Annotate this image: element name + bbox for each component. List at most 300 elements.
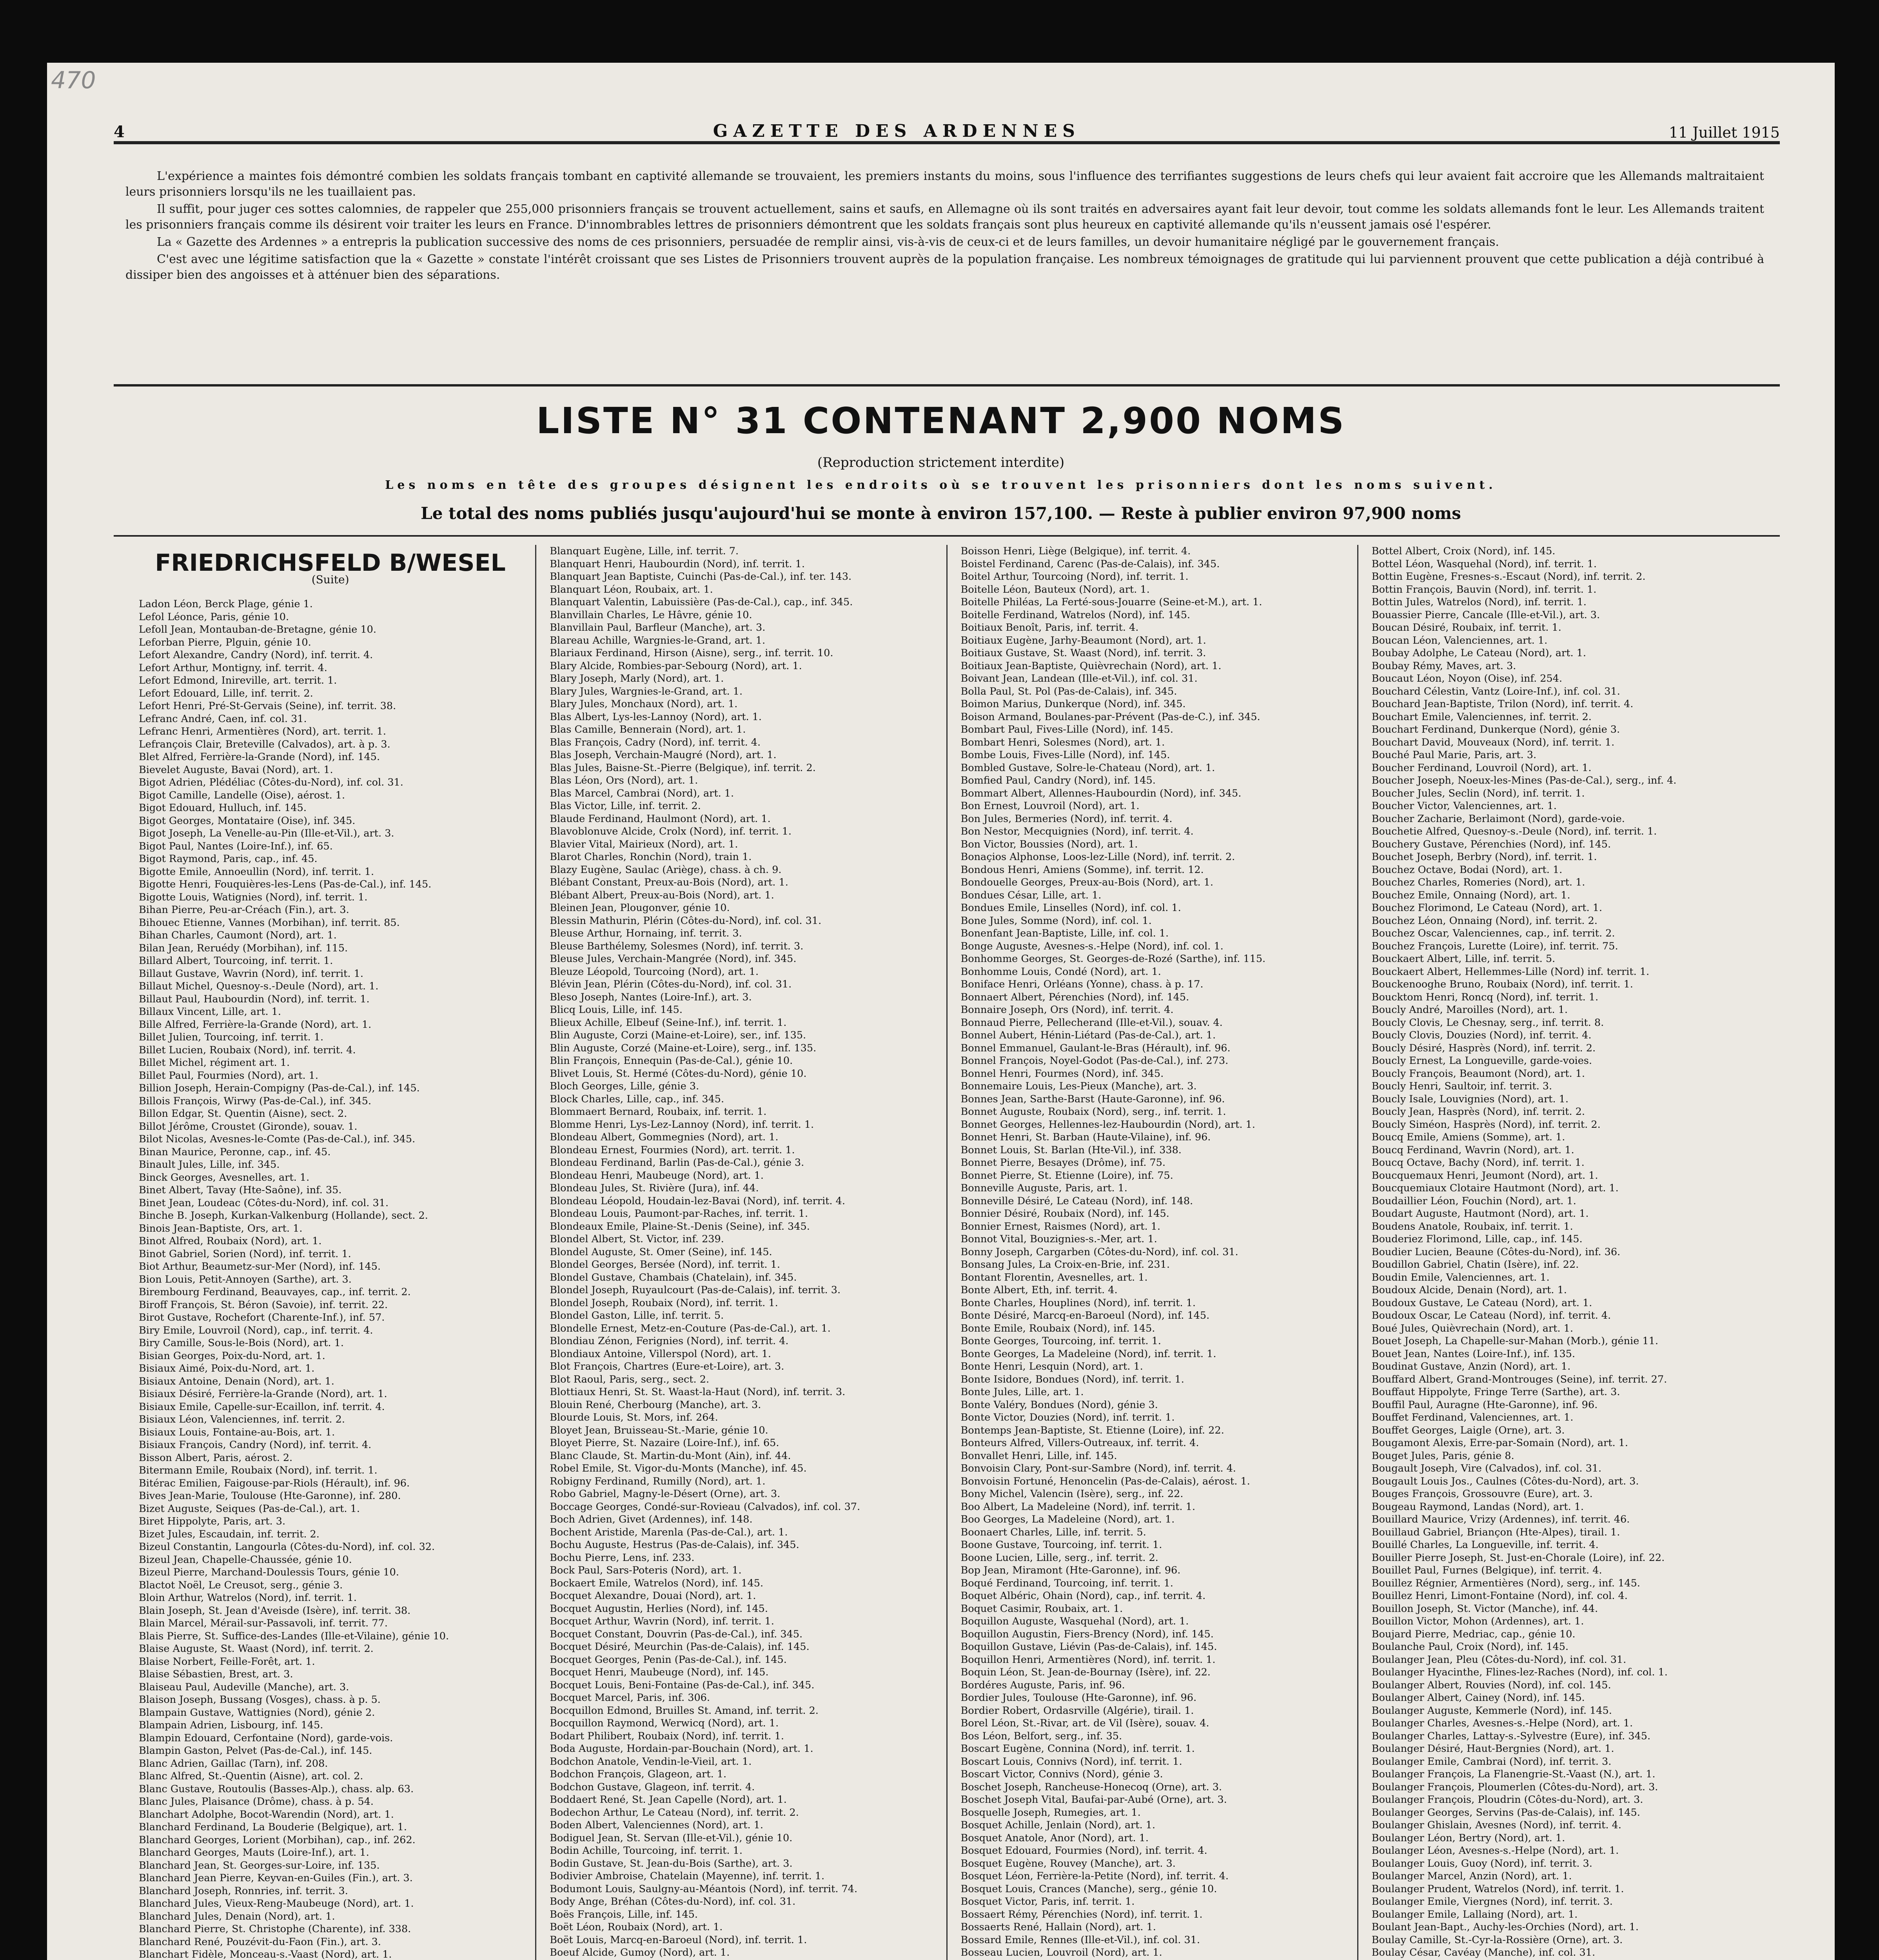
prisoner-entry: Bombe Louis, Fives-Lille (Nord), inf. 145. bbox=[960, 749, 1170, 761]
prisoner-entry: Bisiaux Désiré, Ferrière-la-Grande (Nord), art. 1. bbox=[139, 1388, 387, 1400]
prisoner-entry: Blazy Eugène, Saulac (Ariège), chass. à ch. 9. bbox=[550, 864, 782, 876]
prisoner-entry: Boudens Anatole, Roubaix, inf. territ. 1. bbox=[1371, 1220, 1573, 1232]
names-column bbox=[125, 545, 536, 1960]
prisoner-entry: Blanc Alfred, St.-Quentin (Aisne), art. col. 2. bbox=[139, 1770, 363, 1782]
prisoner-entry: Robo Gabriel, Magny-le-Désert (Orne), art. 3. bbox=[550, 1488, 781, 1500]
prisoner-entry: Boitiaux Gustave, St. Waast (Nord), inf. territ. 3. bbox=[960, 647, 1206, 659]
prisoner-entry: Bouché Paul Marie, Paris, art. 3. bbox=[1371, 749, 1537, 761]
prisoner-entry: Blanc Claude, St. Martin-du-Mont (Ain), inf. 44. bbox=[550, 1450, 791, 1462]
prisoner-entry: Bouillet Paul, Furnes (Belgique), inf. territ. 4. bbox=[1371, 1564, 1602, 1576]
prisoner-entry: Bigot Edouard, Hulluch, inf. 145. bbox=[139, 802, 307, 814]
prisoner-entry: Robigny Ferdinand, Rumilly (Nord), art. 1. bbox=[550, 1475, 766, 1487]
prisoner-entry: Blanchard Jean Pierre, Keyvan-en-Guiles (Fin.), art. 3. bbox=[139, 1872, 413, 1884]
prisoner-entry: Boulant Jean-Bapt., Auchy-les-Orchies (Nord), art. 1. bbox=[1371, 1921, 1639, 1933]
prisoner-entry: Bonte Georges, Tourcoing, inf. territ. 1. bbox=[960, 1335, 1161, 1347]
prisoner-entry: Blet Alfred, Ferrière-la-Grande (Nord), inf. 145. bbox=[139, 751, 380, 763]
prisoner-entry: Bouckaert Albert, Lille, inf. territ. 5. bbox=[1371, 953, 1556, 965]
prisoner-entry: Binot Alfred, Roubaix (Nord), art. 1. bbox=[139, 1235, 322, 1247]
prisoner-entry: Binche B. Joseph, Kurkan-Valkenburg (Hollande), sect. 2. bbox=[139, 1210, 428, 1221]
prisoner-entry: Boucan Désiré, Roubaix, inf. territ. 1. bbox=[1371, 622, 1561, 633]
prisoner-entry: Bleuse Barthélemy, Solesmes (Nord), inf. territ. 3. bbox=[550, 940, 804, 952]
prisoner-entry: Blaise Sébastien, Brest, art. 3. bbox=[139, 1668, 293, 1680]
prisoner-entry: Boonaert Charles, Lille, inf. territ. 5. bbox=[960, 1526, 1146, 1538]
issue-date: 11 Juillet 1915 bbox=[1668, 124, 1780, 141]
prisoner-entry: Bonnet Pierre, St. Etienne (Loire), inf. 75. bbox=[960, 1169, 1173, 1181]
prisoner-entry: Blanchart Fidèle, Monceau-s.-Vaast (Nord), art. 1. bbox=[139, 1949, 392, 1960]
prisoner-entry: Boucher Zacharie, Berlaimont (Nord), garde-voie. bbox=[1371, 813, 1625, 825]
prisoner-entry: Blondelle Ernest, Metz-en-Couture (Pas-de-Cal.), art. 1. bbox=[550, 1322, 831, 1334]
prisoner-entry: Bockaert Emile, Watrelos (Nord), inf. 145. bbox=[550, 1577, 764, 1589]
prisoner-entry: Blondel Georges, Bersée (Nord), inf. territ. 1. bbox=[550, 1259, 780, 1270]
prisoner-entry: Bloin Arthur, Watrelos (Nord), inf. territ. 1. bbox=[139, 1592, 357, 1604]
prisoner-entry: Boucq Ferdinand, Wavrin (Nord), art. 1. bbox=[1371, 1144, 1574, 1156]
prisoner-entry: Bordéres Auguste, Paris, inf. 96. bbox=[960, 1679, 1125, 1691]
prisoner-entry: Blanchard Georges, Lorient (Morbihan), cap., inf. 262. bbox=[139, 1834, 416, 1846]
prisoner-entry: Bouillon Joseph, St. Victor (Manche), inf. 44. bbox=[1371, 1602, 1598, 1615]
prisoner-entry: Boniface Henri, Orléans (Yonne), chass. à p. 17. bbox=[960, 978, 1204, 990]
column-entries bbox=[1372, 545, 1755, 1960]
prisoner-entry: Bouchard Jean-Baptiste, Trilon (Nord), inf. territ. 4. bbox=[1371, 698, 1634, 710]
prisoner-entry: Blondeau Jules, St. Rivière (Jura), inf. 44. bbox=[550, 1182, 759, 1194]
prisoner-entry: Bouiller Pierre Joseph, St. Just-en-Chorale (Loire), inf. 22. bbox=[1371, 1552, 1665, 1564]
prisoner-entry: Bloch Georges, Lille, génie 3. bbox=[550, 1080, 699, 1092]
prisoner-entry: Boquet Casimir, Roubaix, art. 1. bbox=[960, 1602, 1123, 1615]
prisoner-entry: Bon Victor, Boussies (Nord), art. 1. bbox=[960, 838, 1138, 850]
prisoner-entry: Boquillon Augustin, Fiers-Brency (Nord), inf. 145. bbox=[960, 1628, 1214, 1640]
prisoner-entry: Bodiguel Jean, St. Servan (Ille-et-Vil.), génie 10. bbox=[550, 1832, 793, 1844]
prisoner-entry: Bosquet Eugène, Rouvey (Manche), art. 3. bbox=[960, 1857, 1176, 1869]
total-names: Le total des noms publiés jusqu'aujourd'hui se monte à environ 157,100. — Reste à publier environ 97,900 noms bbox=[421, 504, 1461, 523]
prisoner-entry: Bouchez Octave, Bodai (Nord), art. 1. bbox=[1371, 864, 1563, 876]
prisoner-entry: Bisiaux Louis, Fontaine-au-Bois, art. 1. bbox=[139, 1426, 335, 1438]
prisoner-entry: Bocquet Marcel, Paris, inf. 306. bbox=[550, 1692, 710, 1704]
prisoner-entry: Binault Jules, Lille, inf. 345. bbox=[139, 1159, 280, 1171]
prisoner-entry: Bonnaert Albert, Pérenchies (Nord), inf. 145. bbox=[960, 991, 1189, 1003]
page-number: 4 bbox=[114, 123, 125, 141]
prisoner-entry: Boivant Jean, Landean (Ille-et-Vil.), inf. col. 31. bbox=[960, 673, 1198, 684]
prisoner-entry: Blieux Achille, Elbeuf (Seine-Inf.), inf. territ. 1. bbox=[550, 1016, 787, 1029]
prisoner-entry: Boujard Pierre, Medriac, cap., génie 10. bbox=[1371, 1628, 1576, 1640]
prisoner-entry: Boch Adrien, Givet (Ardennes), inf. 148. bbox=[550, 1514, 753, 1525]
prisoner-entry: Billet Paul, Fourmies (Nord), art. 1. bbox=[139, 1069, 319, 1082]
prisoner-entry: Blanquart Eugène, Lille, inf. territ. 7. bbox=[550, 545, 739, 557]
prisoner-entry: Bizeul Pierre, Marchand-Doulessis Tours, génie 10. bbox=[139, 1566, 399, 1578]
prisoner-entry: Boquillon Auguste, Wasquehal (Nord), art. 1. bbox=[960, 1615, 1189, 1627]
prisoner-entry: Bosquet Victor, Paris, inf. territ. 1. bbox=[960, 1896, 1135, 1907]
prisoner-entry: Bocquillon Raymond, Werwicq (Nord), art. 1. bbox=[550, 1717, 779, 1729]
prisoner-entry: Boulanger Désiré, Haut-Bergnies (Nord), art. 1. bbox=[1371, 1743, 1614, 1755]
prisoner-entry: Boistel Ferdinand, Carenc (Pas-de-Calais), inf. 345. bbox=[960, 558, 1220, 570]
prisoner-entry: Blaiseau Paul, Audeville (Manche), art. 3. bbox=[139, 1681, 349, 1693]
prisoner-entry: Bomfied Paul, Candry (Nord), inf. 145. bbox=[960, 775, 1156, 786]
prisoner-entry: Boucly André, Maroilles (Nord), art. 1. bbox=[1371, 1004, 1568, 1016]
prisoner-entry: Boitelle Ferdinand, Watrelos (Nord), inf. 145. bbox=[960, 609, 1191, 621]
prisoner-entry: Bodchon François, Glageon, art. 1. bbox=[550, 1768, 727, 1780]
prisoner-entry: Bonvoisin Fortuné, Henoncelin (Pas-de-Calais), aérost. 1. bbox=[960, 1475, 1250, 1487]
prisoner-entry: Lefol Léonce, Paris, génie 10. bbox=[139, 611, 289, 623]
prisoner-entry: Boden Albert, Valenciennes (Nord), art. 1. bbox=[550, 1819, 763, 1831]
prisoner-entry: Blanc Gustave, Routoulis (Basses-Alp.), chass. alp. 63. bbox=[139, 1783, 414, 1795]
prisoner-entry: Bouet Joseph, La Chapelle-sur-Mahan (Morb.), génie 11. bbox=[1371, 1335, 1658, 1347]
prisoner-entry: Bolla Paul, St. Pol (Pas-de-Calais), inf. 345. bbox=[960, 685, 1177, 697]
prisoner-entry: Bonnet Henri, St. Barban (Haute-Vilaine), inf. 96. bbox=[960, 1131, 1211, 1143]
prisoner-entry: Boës François, Lille, inf. 145. bbox=[550, 1908, 698, 1920]
divider bbox=[114, 535, 1780, 537]
prisoner-entry: Blondeau Albert, Gommegnies (Nord), art. 1. bbox=[550, 1131, 779, 1143]
prisoner-entry: Bizet Jules, Escaudain, inf. territ. 2. bbox=[139, 1528, 320, 1540]
prisoner-entry: Bouffaut Hippolyte, Fringe Terre (Sarthe), art. 3. bbox=[1371, 1386, 1620, 1398]
prisoner-entry: Blariaux Ferdinand, Hirson (Aisne), serg., inf. territ. 10. bbox=[550, 647, 833, 659]
prisoner-entry: Bocquillon Edmond, Bruilles St. Amand, inf. territ. 2. bbox=[550, 1704, 819, 1717]
newspaper-header bbox=[114, 118, 1780, 144]
prisoner-entry: Blarot Charles, Ronchin (Nord), train 1. bbox=[550, 851, 752, 863]
prisoner-entry: Binet Jean, Loudeac (Côtes-du-Nord), inf. col. 31. bbox=[139, 1197, 389, 1209]
prisoner-entry: Billot Jérôme, Croustet (Gironde), souav. 1. bbox=[139, 1120, 358, 1132]
prisoner-entry: Blas Jules, Baisne-St.-Pierre (Belgique), inf. territ. 2. bbox=[550, 762, 816, 774]
prisoner-entry: Binois Jean-Baptiste, Ors, art. 1. bbox=[139, 1222, 303, 1234]
prisoner-entry: Bisian Georges, Poix-du-Nord, art. 1. bbox=[139, 1350, 325, 1362]
prisoner-entry: Bleuze Léopold, Tourcoing (Nord), art. 1. bbox=[550, 965, 759, 978]
prisoner-entry: Bonnier Désiré, Roubaix (Nord), inf. 145. bbox=[960, 1208, 1169, 1220]
prisoner-entry: Bonnot Vital, Bouzignies-s.-Mer, art. 1. bbox=[960, 1233, 1157, 1245]
prisoner-entry: Bodumont Louis, Saulgny-au-Méantois (Nord), inf. territ. 74. bbox=[550, 1883, 858, 1895]
prisoner-entry: Boqué Ferdinand, Tourcoing, inf. territ. 1. bbox=[960, 1577, 1173, 1589]
prisoner-entry: Blas Joseph, Verchain-Maugré (Nord), art. 1. bbox=[550, 749, 777, 761]
prisoner-entry: Boudier Lucien, Beaune (Côtes-du-Nord), inf. 36. bbox=[1371, 1246, 1621, 1258]
prisoner-entry: Bigot Adrien, Plédéliac (Côtes-du-Nord), inf. col. 31. bbox=[139, 777, 403, 788]
prisoner-entry: Bombled Gustave, Solre-le-Chateau (Nord), art. 1. bbox=[960, 762, 1215, 774]
prisoner-entry: Bocquet Georges, Penin (Pas-de-Cal.), inf. 145. bbox=[550, 1653, 787, 1666]
prisoner-entry: Blanquart Léon, Roubaix, art. 1. bbox=[550, 583, 713, 595]
prisoner-entry: Bottel Albert, Croix (Nord), inf. 145. bbox=[1371, 545, 1556, 557]
prisoner-entry: Billois François, Wirwy (Pas-de-Cal.), inf. 345. bbox=[139, 1095, 372, 1107]
prisoner-entry: Bonaçios Alphonse, Loos-lez-Lille (Nord), inf. territ. 2. bbox=[960, 851, 1235, 863]
prisoner-entry: Bonnel Aubert, Hénin-Liétard (Pas-de-Cal.), art. 1. bbox=[960, 1029, 1216, 1041]
prisoner-entry: Boucquemaux Henri, Jeumont (Nord), art. 1. bbox=[1371, 1169, 1598, 1181]
prisoner-entry: Blampain Gustave, Wattignies (Nord), génie 2. bbox=[139, 1706, 375, 1719]
prisoner-entry: Boulanger Hyacinthe, Flines-lez-Raches (Nord), inf. col. 1. bbox=[1371, 1666, 1668, 1678]
prisoner-entry: Bodchon Gustave, Glageon, inf. territ. 4. bbox=[550, 1781, 755, 1793]
prisoner-entry: Boscart Victor, Connivs (Nord), génie 3. bbox=[960, 1768, 1163, 1780]
prisoner-entry: Bouges François, Grossouvre (Eure), art. 3. bbox=[1371, 1488, 1593, 1500]
prisoner-entry: Bouffard Albert, Grand-Montrouges (Seine), inf. territ. 27. bbox=[1371, 1373, 1667, 1385]
prisoner-entry: Bonnaire Joseph, Ors (Nord), inf. territ. 4. bbox=[960, 1004, 1174, 1016]
newspaper-page bbox=[47, 63, 1835, 1960]
prisoner-entry: Boquillon Gustave, Liévin (Pas-de-Calais), inf. 145. bbox=[960, 1641, 1217, 1653]
prisoner-entry: Blin François, Ennequin (Pas-de-Cal.), génie 10. bbox=[550, 1055, 793, 1067]
prisoner-entry: Blicq Louis, Lille, inf. 145. bbox=[550, 1004, 683, 1016]
prisoner-entry: Bonnet Georges, Hellennes-lez-Haubourdin (Nord), art. 1. bbox=[960, 1118, 1255, 1131]
prisoner-entry: Blanvillain Paul, Barfleur (Manche), art. 3. bbox=[550, 622, 766, 633]
prisoner-entry: Bocquet Augustin, Herlies (Nord), inf. 145. bbox=[550, 1602, 768, 1615]
prisoner-entry: Bisiaux François, Candry (Nord), inf. territ. 4. bbox=[139, 1439, 372, 1451]
prisoner-entry: Bouchard Célestin, Vantz (Loire-Inf.), inf. col. 31. bbox=[1371, 685, 1620, 697]
intro-text bbox=[125, 169, 1764, 372]
prisoner-entry: Boët Léon, Roubaix (Nord), art. 1. bbox=[550, 1921, 723, 1933]
intro-paragraph: C'est avec une légitime satisfaction que la « Gazette » constate l'intérêt croissant que ses Listes de Prisonniers trouvent auprès de la population française. Les nombreux témoignages de gratitude qui lui parviennent prouvent que cette publication a déjà contribué à dissiper bien des angoisses et à atténuer bien des séparations. bbox=[125, 252, 1764, 282]
prisoner-entry: Boulanger Jean, Pleu (Côtes-du-Nord), inf. col. 31. bbox=[1371, 1653, 1627, 1666]
prisoner-entry: Bouchart Emile, Valenciennes, inf. territ. 2. bbox=[1371, 711, 1592, 723]
prisoner-entry: Bille Alfred, Ferrière-la-Grande (Nord), art. 1. bbox=[139, 1018, 372, 1031]
prisoner-entry: Bigot Paul, Nantes (Loire-Inf.), inf. 65. bbox=[139, 840, 333, 852]
prisoner-entry: Boucly Clovis, Douzies (Nord), inf. territ. 4. bbox=[1371, 1029, 1592, 1041]
prisoner-entry: Lefort Edouard, Lille, inf. territ. 2. bbox=[139, 687, 313, 699]
prisoner-entry: Bonte Henri, Lesquin (Nord), art. 1. bbox=[960, 1361, 1143, 1372]
prisoner-entry: Blondeau Louis, Paumont-par-Raches, inf. territ. 1. bbox=[550, 1208, 808, 1220]
prisoner-entry: Boucaut Léon, Noyon (Oise), inf. 254. bbox=[1371, 673, 1562, 684]
prisoner-entry: Bon Ernest, Louvroil (Nord), art. 1. bbox=[960, 800, 1140, 812]
prisoner-entry: Boucly Ernest, La Longueville, garde-voies. bbox=[1371, 1055, 1592, 1067]
prisoner-entry: Bouchez Oscar, Valenciennes, cap., inf. territ. 2. bbox=[1371, 927, 1615, 939]
prisoner-entry: Boulay César, Cavéay (Manche), inf. col. 31. bbox=[1371, 1947, 1596, 1958]
prisoner-entry: Boucktom Henri, Roncq (Nord), inf. territ. 1. bbox=[1371, 991, 1599, 1003]
prisoner-entry: Blanchard Georges, Mauts (Loire-Inf.), art. 1. bbox=[139, 1847, 369, 1858]
prisoner-entry: Borel Léon, St.-Rivar, art. de Vil (Isère), souav. 4. bbox=[960, 1717, 1209, 1729]
prisoner-entry: Bochu Auguste, Hestrus (Pas-de-Calais), inf. 345. bbox=[550, 1539, 799, 1551]
prisoner-entry: Bilot Nicolas, Avesnes-le-Comte (Pas-de-Cal.), inf. 345. bbox=[139, 1133, 416, 1145]
prisoner-entry: Blareau Achille, Wargnies-le-Grand, art. 1. bbox=[550, 634, 766, 646]
prisoner-entry: Blanchard Ferdinand, La Bouderie (Belgique), art. 1. bbox=[139, 1821, 407, 1833]
prisoner-entry: Blaise Auguste, St. Waast (Nord), inf. territ. 2. bbox=[139, 1643, 374, 1655]
prisoner-entry: Bony Michel, Valencin (Isère), serg., inf. 22. bbox=[960, 1488, 1184, 1500]
prisoner-entry: Boquin Léon, St. Jean-de-Bournay (Isère), inf. 22. bbox=[960, 1666, 1211, 1678]
prisoner-entry: Boulanger Marcel, Anzin (Nord), art. 1. bbox=[1371, 1870, 1572, 1882]
prisoner-entry: Bloyet Pierre, St. Nazaire (Loire-Inf.), inf. 65. bbox=[550, 1437, 779, 1449]
prisoner-entry: Boison Armand, Boulanes-par-Prévent (Pas-de-C.), inf. 345. bbox=[960, 711, 1260, 723]
prisoner-entry: Bonnet Auguste, Roubaix (Nord), serg., inf. territ. 1. bbox=[960, 1106, 1226, 1118]
prisoner-entry: Bigot Georges, Montataire (Oise), inf. 345. bbox=[139, 815, 356, 827]
prisoner-entry: Billet Lucien, Roubaix (Nord), inf. territ. 4. bbox=[139, 1044, 356, 1056]
prisoner-entry: Bommart Albert, Allennes-Haubourdin (Nord), inf. 345. bbox=[960, 787, 1242, 799]
prisoner-entry: Blanvillain Charles, Le Hâvre, génie 10. bbox=[550, 609, 752, 621]
prisoner-entry: Boucher Victor, Valenciennes, art. 1. bbox=[1371, 800, 1557, 812]
prisoner-entry: Billard Albert, Tourcoing, inf. territ. 1. bbox=[139, 955, 333, 967]
prisoner-entry: Bonte Victor, Douzies (Nord), inf. territ. 1. bbox=[960, 1412, 1175, 1423]
prisoner-entry: Bottin Eugène, Fresnes-s.-Escaut (Nord), inf. territ. 2. bbox=[1371, 571, 1646, 583]
prisoner-entry: Bouckenooghe Bruno, Roubaix (Nord), inf. territ. 1. bbox=[1371, 978, 1633, 990]
prisoner-entry: Blary Alcide, Rombies-par-Sebourg (Nord), art. 1. bbox=[550, 660, 802, 672]
prisoner-entry: Bottel Léon, Wasquehal (Nord), inf. territ. 1. bbox=[1371, 558, 1597, 570]
prisoner-entry: Bonte Valéry, Bondues (Nord), génie 3. bbox=[960, 1399, 1158, 1411]
prisoner-entry: Bisiaux Aimé, Poix-du-Nord, art. 1. bbox=[139, 1363, 315, 1374]
prisoner-entry: Boone Gustave, Tourcoing, inf. territ. 1. bbox=[960, 1539, 1162, 1551]
prisoner-entry: Boucq Octave, Bachy (Nord), inf. territ. 1. bbox=[1371, 1157, 1585, 1169]
prisoner-entry: Bonvallet Henri, Lille, inf. 145. bbox=[960, 1450, 1117, 1462]
intro-paragraph: Il suffit, pour juger ces sottes calomnies, de rappeler que 255,000 prisonniers français se trouvent actuellement, sains et saufs, en Allemagne où ils sont traités en adversaires ayant fait leur devoir, tout comme les soldats allemands font le leur. Les Allemands traitent les prisonniers français comme ils désirent voir traiter les leurs en France. D'innombrables lettres de prisonniers démontrent que les soldats français sont plus heureux en captivité allemande qu'ils n'eussent jamais osé l'espérer. bbox=[125, 202, 1764, 232]
prisoner-entry: Blaise Norbert, Feille-Forêt, art. 1. bbox=[139, 1655, 315, 1668]
prisoner-entry: Boimon Marius, Dunkerque (Nord), inf. 345. bbox=[960, 698, 1186, 710]
prisoner-entry: Boschet Joseph Vital, Baufai-par-Aubé (Orne), art. 3. bbox=[960, 1794, 1227, 1806]
prisoner-entry: Bosquet Edouard, Fourmies (Nord), inf. territ. 4. bbox=[960, 1845, 1207, 1857]
prisoner-entry: Bouillez Henri, Limont-Fontaine (Nord), inf. col. 4. bbox=[1371, 1590, 1628, 1602]
prisoner-entry: Binet Albert, Tavay (Hte-Saône), inf. 35. bbox=[139, 1184, 342, 1196]
prisoner-entry: Boulanger Charles, Avesnes-s.-Helpe (Nord), art. 1. bbox=[1371, 1717, 1633, 1729]
names-column bbox=[948, 545, 1358, 1960]
prisoner-entry: Ladon Léon, Berck Plage, génie 1. bbox=[139, 598, 313, 610]
prisoner-entry: Bondous Henri, Amiens (Somme), inf. territ. 12. bbox=[960, 864, 1204, 876]
prisoner-entry: Blanchard Jean, St. Georges-sur-Loire, inf. 135. bbox=[139, 1859, 380, 1871]
prisoner-entry: Bouillaud Gabriel, Briançon (Hte-Alpes), tirail. 1. bbox=[1371, 1526, 1620, 1538]
prisoner-entry: Bosquet Louis, Crances (Manche), serg., génie 10. bbox=[960, 1883, 1217, 1895]
prisoner-entry: Bouchez François, Lurette (Loire), inf. territ. 75. bbox=[1371, 940, 1618, 952]
prisoner-entry: Boschet Joseph, Rancheuse-Honecoq (Orne), art. 3. bbox=[960, 1781, 1222, 1793]
prisoner-entry: Bonnes Jean, Sarthe-Barst (Haute-Garonne), inf. 96. bbox=[960, 1093, 1225, 1105]
prisoner-entry: Bossard Emile, Rennes (Ille-et-Vil.), inf. col. 31. bbox=[960, 1934, 1200, 1946]
prisoner-entry: Bombart Henri, Solesmes (Nord), art. 1. bbox=[960, 736, 1165, 748]
prisoner-entry: Boo Albert, La Madeleine (Nord), inf. territ. 1. bbox=[960, 1501, 1195, 1513]
prisoner-entry: Biroff François, St. Béron (Savoie), inf. territ. 22. bbox=[139, 1299, 388, 1311]
prisoner-entry: Boccage Georges, Condé-sur-Rovieau (Calvados), inf. col. 37. bbox=[550, 1501, 861, 1513]
prisoner-entry: Bodart Philibert, Roubaix (Nord), inf. territ. 1. bbox=[550, 1730, 784, 1742]
prisoner-entry: Bonnemaire Louis, Les-Pieux (Manche), art. 3. bbox=[960, 1080, 1197, 1092]
prisoner-entry: Bigot Raymond, Paris, cap., inf. 45. bbox=[139, 853, 318, 865]
prisoner-entry: Bouckaert Albert, Hellemmes-Lille (Nord) inf. territ. 1. bbox=[1371, 965, 1650, 978]
names-column bbox=[1358, 545, 1768, 1960]
prisoner-entry: Bos Léon, Belfort, serg., inf. 35. bbox=[960, 1730, 1122, 1742]
newspaper-title: GAZETTE DES ARDENNES bbox=[713, 121, 1080, 141]
prisoner-entry: Blivet Louis, St. Hermé (Côtes-du-Nord), génie 10. bbox=[550, 1067, 807, 1080]
prisoner-entry: Bocquet Henri, Maubeuge (Nord), inf. 145. bbox=[550, 1666, 769, 1678]
prisoner-entry: Boubay Rémy, Maves, art. 3. bbox=[1371, 660, 1516, 672]
prisoner-entry: Bodchon Anatole, Vendin-le-Vieil, art. 1. bbox=[550, 1755, 752, 1768]
prisoner-entry: Blanquart Jean Baptiste, Cuinchi (Pas-de-Cal.), inf. ter. 143. bbox=[550, 571, 852, 583]
prisoner-entry: Bocquet Alexandre, Douai (Nord), art. 1. bbox=[550, 1590, 756, 1602]
prisoner-entry: Bonsang Jules, La Croix-en-Brie, inf. 231. bbox=[960, 1259, 1170, 1270]
prisoner-entry: Bouffet Ferdinand, Valenciennes, art. 1. bbox=[1371, 1412, 1574, 1423]
prisoner-entry: Boitelle Léon, Bauteux (Nord), art. 1. bbox=[960, 583, 1150, 595]
prisoner-entry: Bosseau Lucien, Louvroil (Nord), art. 1. bbox=[960, 1947, 1162, 1958]
prisoner-entry: Bouget Jules, Paris, génie 8. bbox=[1371, 1450, 1514, 1462]
prisoner-entry: Robel Emile, St. Vigor-du-Monts (Manche), inf. 45. bbox=[550, 1463, 807, 1474]
prisoner-entry: Boudoux Oscar, Le Cateau (Nord), inf. territ. 4. bbox=[1371, 1310, 1611, 1321]
prisoner-entry: Blanquart Valentin, Labuissière (Pas-de-Cal.), cap., inf. 345. bbox=[550, 596, 853, 608]
prisoner-entry: Birembourg Ferdinand, Beauvayes, cap., inf. territ. 2. bbox=[139, 1286, 411, 1298]
prisoner-entry: Bigotte Louis, Watignies (Nord), inf. territ. 1. bbox=[139, 891, 368, 903]
group-note: Les noms en tête des groupes désignent les endroits où se trouvent les prisonniers dont les noms suivent. bbox=[385, 478, 1497, 492]
prisoner-entry: Boulanger Prudent, Watrelos (Nord), inf. territ. 1. bbox=[1371, 1883, 1624, 1895]
prisoner-entry: Bleuse Arthur, Hornaing, inf. territ. 3. bbox=[550, 927, 742, 939]
prisoner-entry: Blanchard René, Pouzévit-du-Faon (Fin.), art. 3. bbox=[139, 1936, 381, 1948]
prisoner-entry: Bonnaud Pierre, Pellecherand (Ille-et-Vil.), souav. 4. bbox=[960, 1016, 1223, 1029]
prisoner-entry: Bouchery Gustave, Pérenchies (Nord), inf. 145. bbox=[1371, 838, 1611, 850]
prisoner-entry: Blondel Joseph, Roubaix (Nord), inf. territ. 1. bbox=[550, 1297, 778, 1309]
prisoner-entry: Bouchez Léon, Onnaing (Nord), inf. territ. 2. bbox=[1371, 915, 1598, 927]
prisoner-entry: Bodechon Arthur, Le Cateau (Nord), inf. territ. 2. bbox=[550, 1806, 799, 1818]
prisoner-entry: Lefranc Henri, Armentières (Nord), art. territ. 1. bbox=[139, 726, 387, 737]
prisoner-entry: Boulanger François, La Flanengrie-St.-Vaast (N.), art. 1. bbox=[1371, 1768, 1656, 1780]
prisoner-entry: Bop Jean, Miramont (Hte-Garonne), inf. 96. bbox=[960, 1564, 1181, 1576]
prisoner-entry: Bievelet Auguste, Bavai (Nord), art. 1. bbox=[139, 764, 333, 776]
prisoner-entry: Blanchart Adolphe, Bocot-Warendin (Nord), art. 1. bbox=[139, 1808, 394, 1820]
prisoner-entry: Bonte Albert, Eth, inf. territ. 4. bbox=[960, 1284, 1118, 1296]
prisoner-entry: Blas Victor, Lille, inf. territ. 2. bbox=[550, 800, 701, 812]
prisoner-entry: Bosquelle Joseph, Rumegies, art. 1. bbox=[960, 1806, 1141, 1818]
prisoner-entry: Bocquet Désiré, Meurchin (Pas-de-Calais), inf. 145. bbox=[550, 1641, 810, 1653]
prisoner-entry: Boone Lucien, Lille, serg., inf. territ. 2. bbox=[960, 1552, 1158, 1564]
prisoner-entry: Bossaerts René, Hallain (Nord), art. 1. bbox=[960, 1921, 1156, 1933]
prisoner-entry: Bouffet Georges, Laigle (Orne), art. 3. bbox=[1371, 1424, 1565, 1436]
prisoner-entry: Blondel Albert, St. Victor, inf. 239. bbox=[550, 1233, 724, 1245]
prisoner-entry: Bonenfant Jean-Baptiste, Lille, inf. col. 1. bbox=[960, 927, 1169, 939]
prisoner-entry: Blas François, Cadry (Nord), inf. territ. 4. bbox=[550, 736, 761, 748]
prisoner-entry: Blary Joseph, Marly (Nord), art. 1. bbox=[550, 673, 724, 684]
list-title: LISTE N° 31 CONTENANT 2,900 NOMS bbox=[536, 400, 1346, 442]
prisoner-entry: Bosquet Achille, Jenlain (Nord), art. 1. bbox=[960, 1819, 1156, 1831]
prisoner-entry: Boucly Isale, Louvignies (Nord), art. 1. bbox=[1371, 1093, 1569, 1105]
prisoner-entry: Bizeul Constantin, Langourla (Côtes-du-Nord), inf. col. 32. bbox=[139, 1541, 435, 1553]
prisoner-entry: Bonge Auguste, Avesnes-s.-Helpe (Nord), inf. col. 1. bbox=[960, 940, 1224, 952]
prisoner-entry: Bock Paul, Sars-Poteris (Nord), art. 1. bbox=[550, 1564, 742, 1576]
prisoner-entry: Bouet Jean, Nantes (Loire-Inf.), inf. 135. bbox=[1371, 1348, 1576, 1360]
prisoner-entry: Boquet Albéric, Ohain (Nord), cap., inf. territ. 4. bbox=[960, 1590, 1206, 1602]
prisoner-entry: Bon Jules, Bermeries (Nord), inf. territ. 4. bbox=[960, 813, 1173, 825]
prisoner-entry: Boulanger Albert, Cainey (Nord), inf. 145. bbox=[1371, 1692, 1585, 1704]
prisoner-entry: Bonnier Ernest, Raismes (Nord), art. 1. bbox=[960, 1220, 1161, 1232]
prisoner-entry: Bihan Charles, Caumont (Nord), art. 1. bbox=[139, 929, 337, 941]
prisoner-entry: Blanc Jules, Plaisance (Drôme), chass. à p. 54. bbox=[139, 1796, 374, 1808]
prisoner-entry: Boucly Henri, Saultoir, inf. territ. 3. bbox=[1371, 1080, 1552, 1092]
prisoner-entry: Blondeaux Emile, Plaine-St.-Denis (Seine), inf. 345. bbox=[550, 1220, 810, 1232]
prisoner-entry: Boudaillier Léon, Fouchin (Nord), art. 1. bbox=[1371, 1195, 1576, 1207]
prisoner-entry: Bonneville Désiré, Le Cateau (Nord), inf. 148. bbox=[960, 1195, 1193, 1207]
prisoner-entry: Bives Jean-Marie, Toulouse (Hte-Garonne), inf. 280. bbox=[139, 1490, 401, 1502]
prisoner-entry: Blavoblonuve Alcide, Crolx (Nord), inf. territ. 1. bbox=[550, 826, 792, 837]
prisoner-entry: Blommaert Bernard, Roubaix, inf. territ. 1. bbox=[550, 1106, 767, 1118]
prisoner-entry: Boucly Clovis, Le Chesnay, serg., inf. territ. 8. bbox=[1371, 1016, 1604, 1029]
prisoner-entry: Blampin Edouard, Cerfontaine (Nord), garde-vois. bbox=[139, 1732, 393, 1744]
prisoner-entry: Bosquet Léon, Ferrière-la-Petite (Nord), inf. territ. 4. bbox=[960, 1870, 1229, 1882]
prisoner-entry: Bonteurs Alfred, Villers-Outreaux, inf. territ. 4. bbox=[960, 1437, 1199, 1449]
prisoner-entry: Bocquet Constant, Douvrin (Pas-de-Cal.), inf. 345. bbox=[550, 1628, 803, 1640]
prisoner-entry: Blébant Albert, Preux-au-Bois (Nord), art. 1. bbox=[550, 889, 774, 901]
prisoner-entry: Bonhomme Georges, St. Georges-de-Rozé (Sarthe), inf. 115. bbox=[960, 953, 1266, 965]
prisoner-entry: Blas Marcel, Cambrai (Nord), art. 1. bbox=[550, 787, 734, 799]
prisoner-entry: Bondues Emile, Linselles (Nord), inf. col. 1. bbox=[960, 902, 1181, 914]
prisoner-entry: Boeuf Alcide, Gumoy (Nord), art. 1. bbox=[550, 1947, 730, 1958]
prisoner-entry: Boulanger François, Ploudrin (Côtes-du-Nord), art. 3. bbox=[1371, 1794, 1643, 1806]
prisoner-entry: Blébant Constant, Preux-au-Bois (Nord), art. 1. bbox=[550, 877, 788, 888]
prisoner-entry: Blondeau Léopold, Houdain-lez-Bavai (Nord), inf. territ. 4. bbox=[550, 1195, 845, 1207]
prisoner-entry: Boudoux Alcide, Denain (Nord), art. 1. bbox=[1371, 1284, 1567, 1296]
prisoner-entry: Bodin Achille, Tourcoing, inf. territ. 1. bbox=[550, 1845, 743, 1857]
prisoner-entry: Bleinen Jean, Plougonver, génie 10. bbox=[550, 902, 730, 914]
prisoner-entry: Boulanger Ghislain, Avesnes (Nord), inf. territ. 4. bbox=[1371, 1819, 1621, 1831]
prisoner-entry: Biot Arthur, Beaumetz-sur-Mer (Nord), inf. 145. bbox=[139, 1261, 381, 1272]
prisoner-entry: Bougeau Raymond, Landas (Nord), art. 1. bbox=[1371, 1501, 1584, 1513]
prisoner-entry: Bonnel Henri, Fourmes (Nord), inf. 345. bbox=[960, 1067, 1164, 1080]
prisoner-entry: Birot Gustave, Rochefort (Charente-Inf.), inf. 57. bbox=[139, 1312, 385, 1323]
prisoner-entry: Bisson Albert, Paris, aérost. 2. bbox=[139, 1452, 293, 1464]
prisoner-entry: Boulanger Charles, Lattay-s.-Sylvestre (Eure), inf. 345. bbox=[1371, 1730, 1651, 1742]
prisoner-entry: Bitermann Emile, Roubaix (Nord), inf. territ. 1. bbox=[139, 1465, 378, 1476]
reproduction-notice: (Reproduction strictement interdite) bbox=[817, 455, 1065, 470]
prisoner-entry: Boucly François, Beaumont (Nord), art. 1. bbox=[1371, 1067, 1585, 1080]
prisoner-entry: Blondel Gustave, Chambais (Chatelain), inf. 345. bbox=[550, 1271, 797, 1283]
prisoner-entry: Blomme Henri, Lys-Lez-Lannoy (Nord), inf. territ. 1. bbox=[550, 1118, 814, 1131]
prisoner-entry: Bonte Georges, La Madeleine (Nord), inf. territ. 1. bbox=[960, 1348, 1216, 1360]
prisoner-entry: Bilan Jean, Reruédy (Morbihan), inf. 115. bbox=[139, 942, 348, 954]
prisoner-entry: Boulanger Emile, Viergnes (Nord), inf. territ. 3. bbox=[1371, 1896, 1613, 1907]
names-columns bbox=[125, 545, 1768, 1960]
prisoner-entry: Bonnet Pierre, Besayes (Drôme), inf. 75. bbox=[960, 1157, 1166, 1169]
prisoner-entry: Blas Camille, Bennerain (Nord), art. 1. bbox=[550, 724, 746, 735]
camp-suite: (Suite) bbox=[311, 573, 349, 586]
prisoner-entry: Bouchez Charles, Romeries (Nord), art. 1. bbox=[1371, 877, 1585, 888]
prisoner-entry: Blin Auguste, Corzé (Maine-et-Loire), serg., inf. 135. bbox=[550, 1042, 817, 1054]
prisoner-entry: Bihouec Etienne, Vannes (Morbihan), inf. territ. 85. bbox=[139, 916, 400, 929]
prisoner-entry: Blondeau Henri, Maubeuge (Nord), art. 1. bbox=[550, 1169, 764, 1181]
prisoner-entry: Blondel Joseph, Ruyaulcourt (Pas-de-Calais), inf. territ. 3. bbox=[550, 1284, 841, 1296]
